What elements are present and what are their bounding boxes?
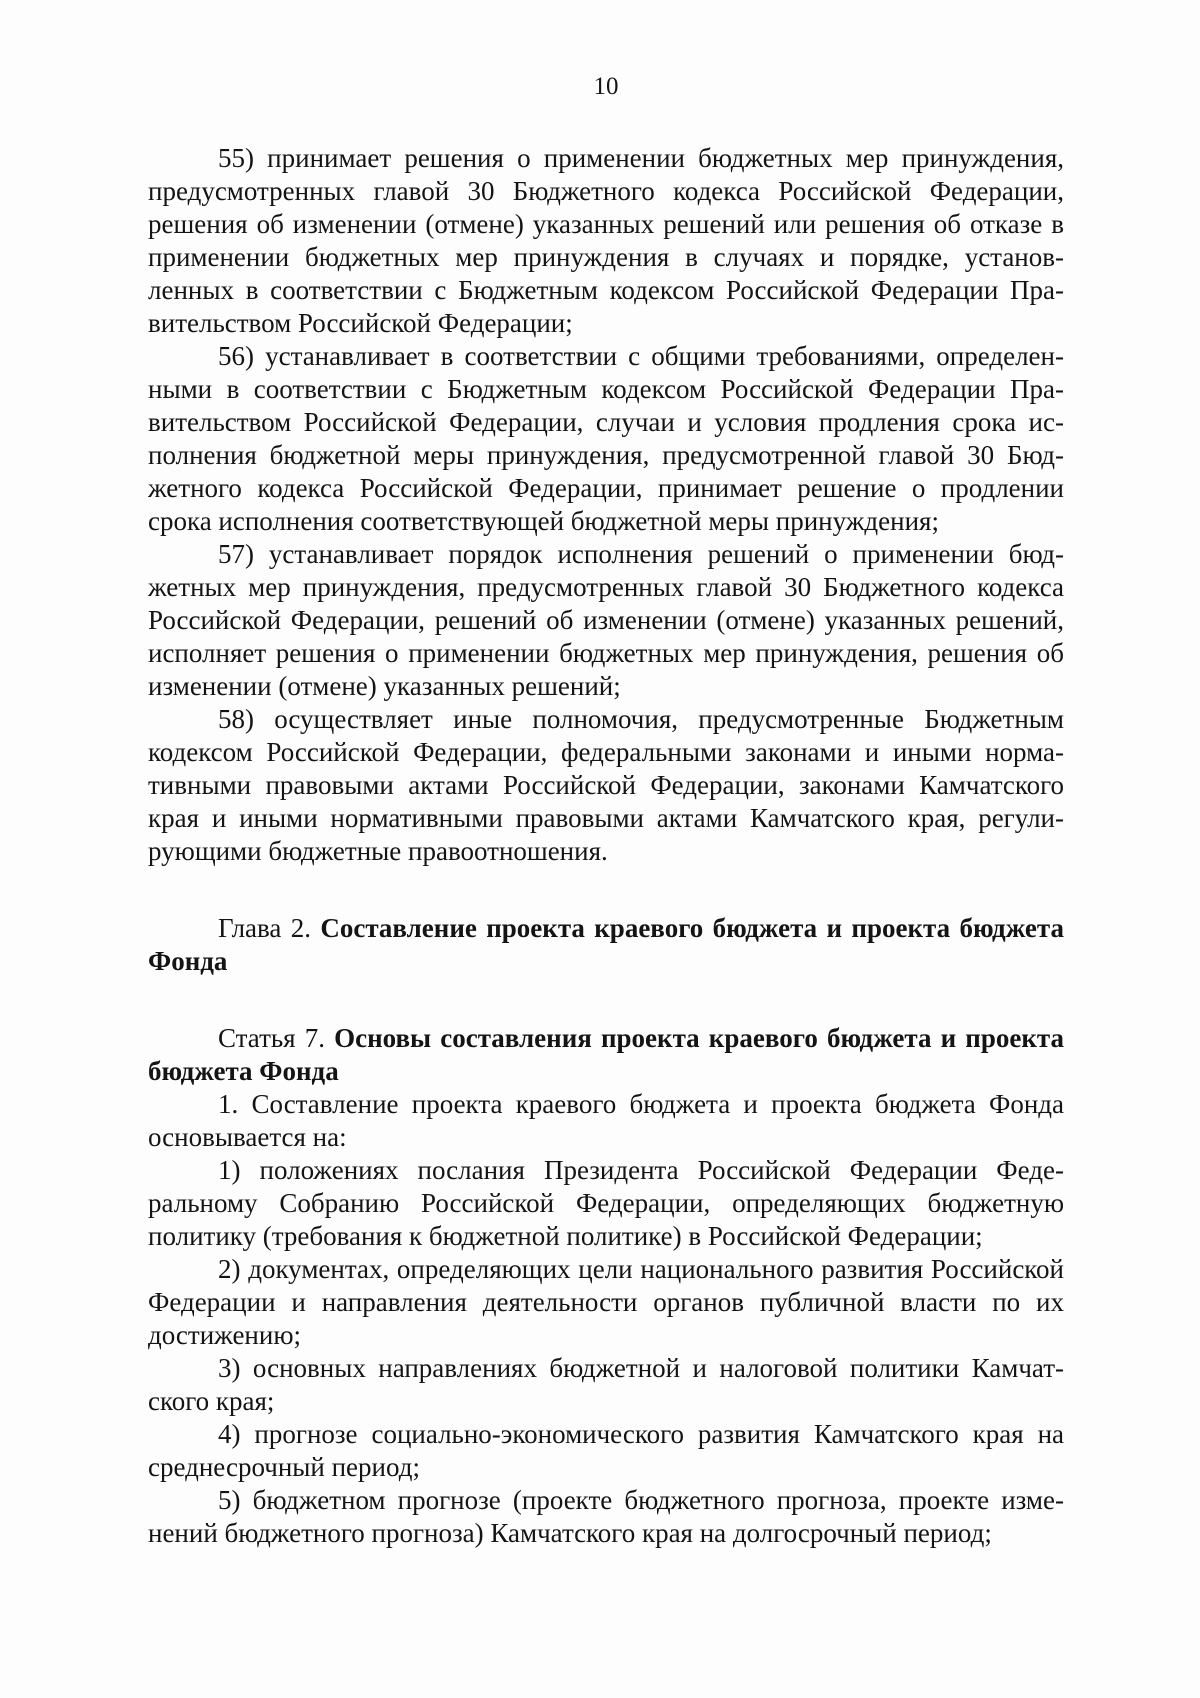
chapter-prefix: Глава 2. <box>218 913 321 943</box>
paragraph-item-55: 55) принимает решения о применении бюджетных мер принуждения, предусмотренных главой 30 Бюджетного кодекса Российской Федерации, решения об изменении (отмене) указанных решений или решения об отказе в применении бюджетных мер принуждения в случаях и порядке, установленных в соответствии с Бюджетным кодексом Российской Федерации Правительством Российской Федерации; <box>148 143 1064 338</box>
paragraph-article-7-item-4: 4) прогнозе социально-экономического развития Камчатского края на среднесрочный период; <box>148 1419 1064 1482</box>
paragraph-article-7-item-3: 3) основных направлениях бюджетной и налоговой политики Камчатского края; <box>148 1353 1064 1416</box>
paragraph-article-7-part-1: 1. Составление проекта краевого бюджета и проекта бюджета Фонда основывается на: <box>148 1089 1064 1152</box>
article-heading <box>148 1022 1064 1088</box>
chapter-title: Составление проекта краевого бюджета и проекта бюджета Фонда <box>148 913 1064 976</box>
page-number: 10 <box>593 73 619 100</box>
chapter-heading <box>148 912 1064 978</box>
paragraph-item-56: 56) устанавливает в соответствии с общими требованиями, определенными в соответствии с Бюджетным кодексом Российской Федерации Правительством Российской Федерации, случаи и условия продления срока исполнения бюджетной меры принуждения, предусмотренной главой 30 Бюджетного кодекса Российской Федерации, принимает решение о продлении срока исполнения соответствующей бюджетной меры принуждения; <box>148 341 1064 536</box>
paragraph-article-7-item-5: 5) бюджетном прогнозе (проекте бюджетного прогноза, проекте изменений бюджетного прогноза) Камчатского края на долгосрочный период; <box>148 1485 1064 1548</box>
paragraph-item-57: 57) устанавливает порядок исполнения решений о применении бюджетных мер принуждения, предусмотренных главой 30 Бюджетного кодекса Российской Федерации, решений об изменении (отмене) указанных решений, исполняет решения о применении бюджетных мер принуждения, решения об изменении (отмене) указанных решений; <box>148 539 1064 701</box>
paragraph-item-58: 58) осуществляет иные полномочия, предусмотренные Бюджетным кодексом Российской Федерации, федеральными законами и иными нормативными правовыми актами Российской Федерации, законами Камчатского края и иными нормативными правовыми актами Камчатского края, регулирующими бюджетные правоотношения. <box>148 704 1064 866</box>
paragraph-article-7-item-1: 1) положениях послания Президента Российской Федерации Федеральному Собранию Российской Федерации, определяющих бюджетную политику (требования к бюджетной политике) в Российской Федерации; <box>148 1155 1064 1251</box>
article-prefix: Статья 7. <box>218 1023 335 1053</box>
article-title: Основы составления проекта краевого бюджета и проекта бюджета Фонда <box>148 1023 1064 1086</box>
paragraph-article-7-item-2: 2) документах, определяющих цели национального развития Российской Федерации и направления деятельности органов публичной власти по их достижению; <box>148 1254 1064 1350</box>
